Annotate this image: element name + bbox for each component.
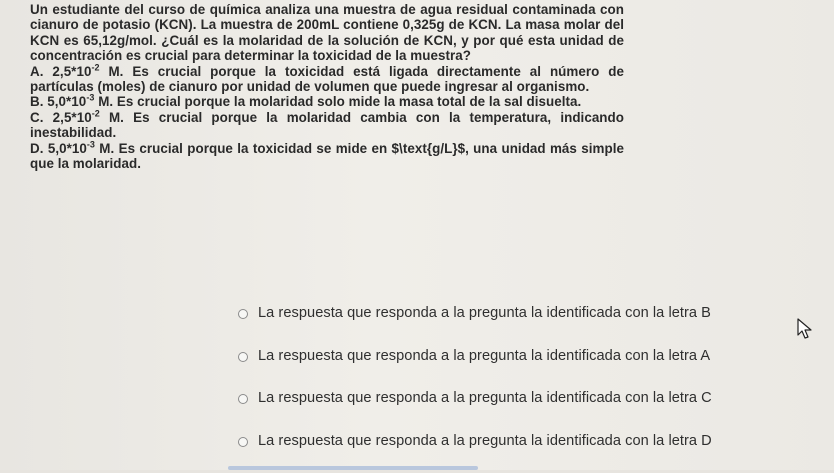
option-d-value: 5,0*10 <box>47 140 87 156</box>
question-text: Un estudiante del curso de química analiza una muestra de agua residual contaminada con cianuro de potasio (KCN). La muestra de 200mL contiene 0,325g de KCN. La masa molar del KCN es 65,12g/mol. ¿Cuál es la molaridad de la solución de KCN, y por qué esta unidad de concentración es crucial para determinar la toxicidad de la muestra? <box>30 2 624 64</box>
choice-c[interactable] <box>238 388 798 410</box>
option-b-letter: B. <box>30 94 44 110</box>
option-a-exponent: -2 <box>91 62 100 73</box>
choice-label[interactable]: La respuesta que responda a la pregunta la identificada con la letra B <box>258 305 711 321</box>
radio-unchecked-icon[interactable] <box>238 309 248 319</box>
mouse-pointer-icon <box>796 318 816 340</box>
option-c-exponent: -2 <box>91 108 100 119</box>
option-b-text: M. Es crucial porque la molaridad solo mide la masa total de la sal disuelta. <box>94 94 582 110</box>
option-b-value: 5,0*10 <box>47 94 87 110</box>
radio-unchecked-icon[interactable] <box>238 394 248 404</box>
choice-d[interactable] <box>238 431 798 453</box>
radio-unchecked-icon[interactable] <box>238 437 248 447</box>
option-d <box>30 141 624 172</box>
option-a-value: 2,5*10 <box>52 63 92 79</box>
option-d-exponent: -3 <box>86 139 95 150</box>
choice-label[interactable]: La respuesta que responda a la pregunta la identificada con la letra D <box>258 432 712 449</box>
option-c-value: 2,5*10 <box>52 109 92 125</box>
choice-b[interactable] <box>238 303 798 325</box>
choice-label[interactable]: La respuesta que responda a la pregunta la identificada con la letra A <box>258 347 711 364</box>
answer-choices <box>238 303 798 473</box>
option-a-letter: A. <box>30 63 44 79</box>
choice-a[interactable] <box>238 346 798 368</box>
option-d-text: M. Es crucial porque la toxicidad se mide en $\text{g/L}$, una unidad más simple que la molaridad. <box>30 140 624 172</box>
option-a-text: M. Es crucial porque la toxicidad está ligada directamente al número de partículas (moles) de cianuro por unidad de volumen que puede ingresar al organismo. <box>30 63 624 95</box>
choice-label[interactable]: La respuesta que responda a la pregunta la identificada con la letra C <box>258 390 712 406</box>
option-b-exponent: -3 <box>86 92 95 103</box>
option-b <box>30 94 624 109</box>
option-c-text: M. Es crucial porque la molaridad cambia con la temperatura, indicando inestabilidad. <box>30 109 625 141</box>
radio-unchecked-icon[interactable] <box>238 352 248 362</box>
question-block <box>30 2 624 171</box>
option-a <box>30 64 624 95</box>
option-c <box>30 110 624 141</box>
option-c-letter: C. <box>30 109 44 125</box>
option-d-letter: D. <box>30 140 44 156</box>
horizontal-scrollbar[interactable] <box>228 466 478 470</box>
